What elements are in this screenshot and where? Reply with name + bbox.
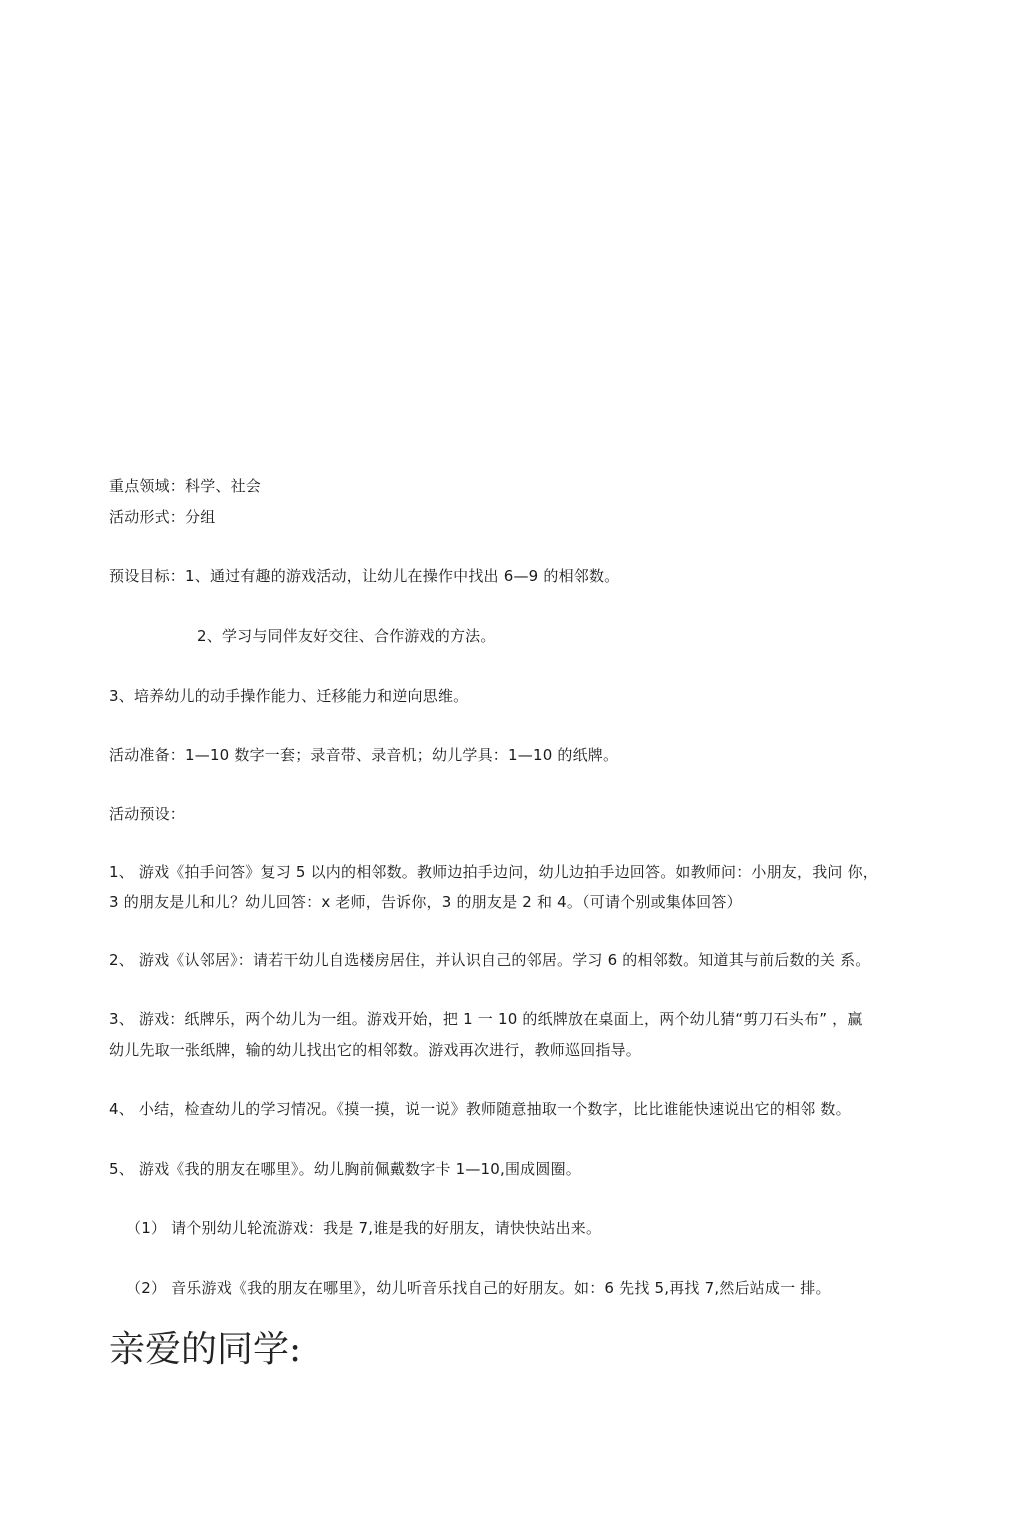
preparation-line: 活动准备：1—10 数字一套；录音带、录音机；幼儿学具：1—10 的纸牌。 (109, 746, 619, 764)
goal-2-line: 2、学习与同伴友好交往、合作游戏的方法。 (197, 627, 496, 645)
activity-form-line: 活动形式：分组 (109, 508, 216, 526)
step-2-line: 2、 游戏《认邻居》：请若干幼儿自选楼房居住，并认识自己的邻居。学习 6 的相邻数。知道其与前后数的关 系。 (109, 951, 871, 969)
plan-heading: 活动预设： (109, 805, 186, 823)
goal-3-line: 3、培养幼儿的动手操作能力、迁移能力和逆向思维。 (109, 687, 469, 705)
step-1-line-2: 3 的朋友是儿和儿？幼儿回答：x 老师，告诉你，3 的朋友是 2 和 4。（可请个别或集体回答） (109, 893, 742, 911)
step-3-line-2: 幼儿先取一张纸牌，输的幼儿找出它的相邻数。游戏再次进行，教师巡回指导。 (109, 1041, 642, 1059)
step-5-sub-1-line: （1） 请个别幼儿轮流游戏：我是 7,谁是我的好朋友，请快快站出来。 (126, 1219, 602, 1237)
greeting-heading: 亲爱的同学: (109, 1329, 302, 1370)
step-5-sub-2-line: （2） 音乐游戏《我的朋友在哪里》，幼儿听音乐找自己的好朋友。如：6 先找 5,再找 7,然后站成一 排。 (126, 1279, 831, 1297)
step-3-line-1: 3、 游戏：纸牌乐，两个幼儿为一组。游戏开始，把 1 一 10 的纸牌放在桌面上，两个幼儿猜“剪刀石头布” ，赢 (109, 1010, 863, 1028)
step-4-line: 4、 小结，检查幼儿的学习情况。《摸一摸，说一说》教师随意抽取一个数字，比比谁能快速说出它的相邻 数。 (109, 1100, 851, 1118)
goal-1-line: 预设目标：1、通过有趣的游戏活动，让幼儿在操作中找出 6—9 的相邻数。 (109, 567, 620, 585)
step-1-line-1: 1、 游戏《拍手问答》复习 5 以内的相邻数。教师边拍手边问，幼儿边拍手边回答。如教师问：小朋友，我问 你， (109, 863, 878, 881)
focus-area-line: 重点领域：科学、社会 (109, 477, 262, 495)
step-5-line: 5、 游戏《我的朋友在哪里》。幼儿胸前佩戴数字卡 1—10,围成圆圈。 (109, 1160, 581, 1178)
